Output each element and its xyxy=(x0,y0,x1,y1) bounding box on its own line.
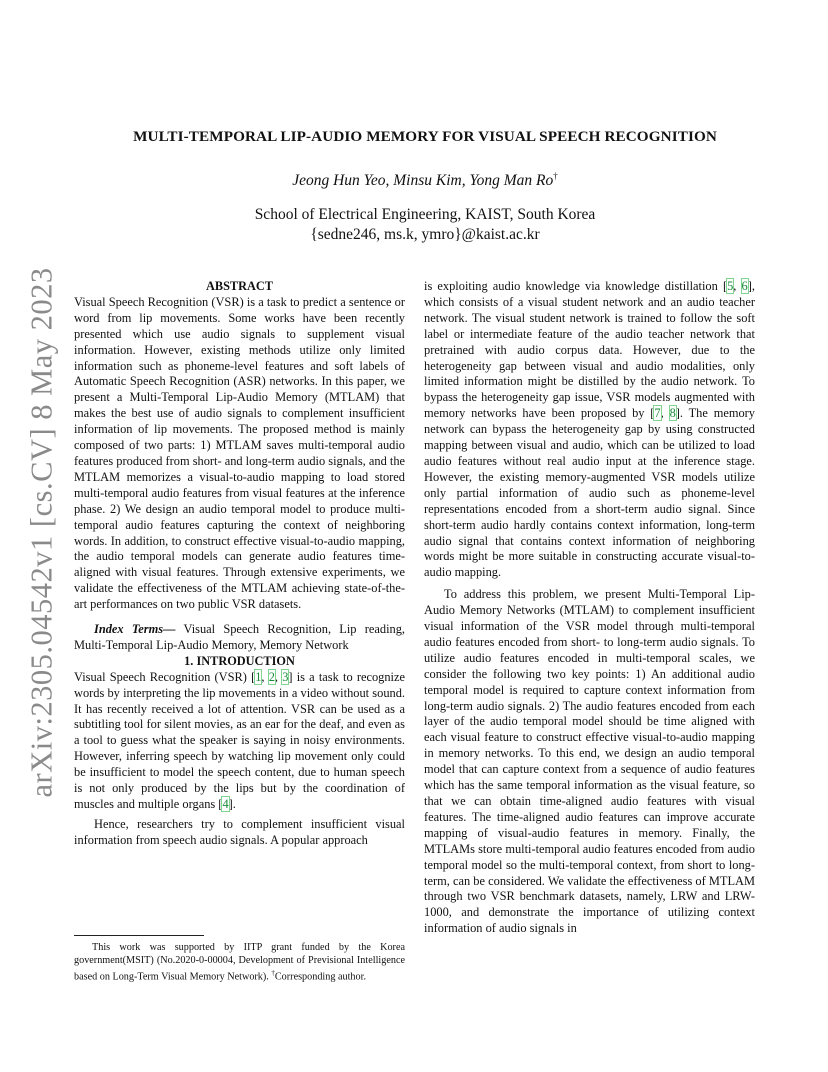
citation-link[interactable]: 1 xyxy=(255,669,262,684)
right-paragraph-2: To address this problem, we present Multi-Temporal Lip-Audio Memory Networks (MTLAM) to complement insufficient visual information of the VSR model through multi-temporal audio features encoded from short- to long-term audio signals. To utilize audio features encoded in multi-temporal scales, we consider the following two key points: 1) An additional audio temporal model is required to capture context information from long-term audio signals. 2) The audio features encoded from each layer of the audio temporal model should be time aligned with each visual feature to construct effective visual-to-audio mapping in memory networks. To this end, we design an audio temporal model that can capture context from a sequence of audio features which has the same temporal information as the visual feature, so that we can obtain time-aligned audio features with visual features. The time-aligned audio features can improve accurate mapping of visual-audio features in memory. Finally, the MTLAMs store multi-temporal audio features encoded from audio temporal model so the multi-temporal context, from short to long-term, can be considered. We validate the effectiveness of MTLAM through two VSR benchmark datasets, namely, LRW and LRW-1000, and demonstrate the importance of utilizing context information of audio signals in xyxy=(424,587,755,936)
citation-link[interactable]: 3 xyxy=(282,669,289,684)
affiliation xyxy=(60,205,790,245)
citation-link[interactable]: 5 xyxy=(727,279,734,293)
abstract-body: Visual Speech Recognition (VSR) is a task to predict a sentence or word from lip movements. Some works have been recently presented which use audio signals to supplement visual information. However, existing methods utilize only limited information such as phoneme-level features and soft labels of Automatic Speech Recognition (ASR) networks. In this paper, we present a Multi-Temporal Lip-Audio Memory (MTLAM) that makes the best use of audio signals to complement insufficient information of lip movements. The proposed method is mainly composed of two parts: 1) MTLAM saves multi-temporal audio features produced from short- and long-term audio signals, and the MTLAM memorizes a visual-to-audio mapping to load stored multi-temporal audio features from visual features at the inference phase. 2) We design an audio temporal model to produce multi-temporal audio features capturing the context of neighboring words. In addition, to construct effective visual-to-audio mapping, the audio temporal models can generate audio features time-aligned with visual features. Through extensive experiments, we validate the effectiveness of the MTLAM achieving state-of-the-art performances on two public VSR datasets. xyxy=(74,294,406,612)
author-list xyxy=(60,171,790,190)
intro-paragraph-1: Visual Speech Recognition (VSR) [1, 2, 3] is a task to recognize words by interpreting the lip movements in a video without sound. It has recently received a lot of attention. VSR can be used as a subtitling tool for silent movies, as an ear for the deaf, and even as a tool to guess what the speaker is saying in noisy environments. However, inferring speech by watching lip movement only could be insufficient to model the speech content, due to human speech is not only produced by the lips but by the coordination of muscles and multiple organs [4]. xyxy=(74,669,405,811)
citation-link[interactable]: 8 xyxy=(669,406,676,421)
right-paragraph-1: is exploiting audio knowledge via knowledge distillation [5, 6], which consists of a visual student network and an audio teacher network. The visual student network is trained to follow the soft label or intermediate feature of the audio teacher network that pretrained with audio corpus data. However, due to the heterogeneity gap between visual and audio modalities, only limited information might be distilled by the audio network. To bypass the heterogeneity gap issue, VSR models augmented with memory networks have been proposed by [7, 8]. The memory network can bypass the heterogeneity gap by using constructed mapping between visual and audio, which can be utilized to load audio features without real audio input at the inference stage. However, the existing memory-augmented VSR models utilize only partial information of audio such as phoneme-level representations encoded from a short-term audio signal. Since short-term audio hardly contains context information, long-term audio signal that contains context information of neighboring words might be more suitable in constructing accurate visual-to-audio mapping. xyxy=(424,279,755,580)
introduction-heading: 1. INTRODUCTION xyxy=(184,653,295,668)
abstract-heading: ABSTRACT xyxy=(206,279,273,293)
citation-link[interactable]: 6 xyxy=(741,279,748,293)
index-terms-label: Index Terms— xyxy=(94,622,176,637)
authors-text: Jeong Hun Yeo, Minsu Kim, Yong Man Ro xyxy=(292,172,554,190)
citation-link[interactable]: 2 xyxy=(268,669,275,684)
right-column xyxy=(424,279,755,937)
paper-title: MULTI-TEMPORAL LIP-AUDIO MEMORY FOR VISUAL SPEECH RECOGNITION xyxy=(133,128,717,145)
arxiv-identifier: arXiv:2305.04542v1 [cs.CV] 8 May 2023 xyxy=(24,267,59,798)
corresponding-author-mark: † xyxy=(553,171,558,181)
citation-link[interactable]: 4 xyxy=(222,797,229,811)
footnote: This work was supported by IITP grant funded by the Korea government(MSIT) (No.2020-0-00004, Development of Previsional Intelligence based on Long-Term Visual Memory Network). †Corresponding author. xyxy=(74,942,405,983)
index-terms-text: Visual Speech Recognition, Lip reading, Multi-Temporal Lip-Audio Memory, Memory Network xyxy=(74,622,405,652)
footnote-rule xyxy=(74,935,204,936)
left-column xyxy=(74,279,405,849)
affiliation-institution: School of Electrical Engineering, KAIST, South Korea xyxy=(254,206,596,223)
footnote-mark: † xyxy=(271,969,275,977)
index-terms xyxy=(74,622,405,654)
intro-paragraph-2: Hence, researchers try to complement insufficient visual information from speech audio signals. A popular approach xyxy=(74,816,405,847)
arxiv-sidebar xyxy=(22,260,62,798)
affiliation-emails: {sedne246, ms.k, ymro}@kaist.ac.kr xyxy=(310,226,540,243)
citation-link[interactable]: 7 xyxy=(654,406,661,421)
